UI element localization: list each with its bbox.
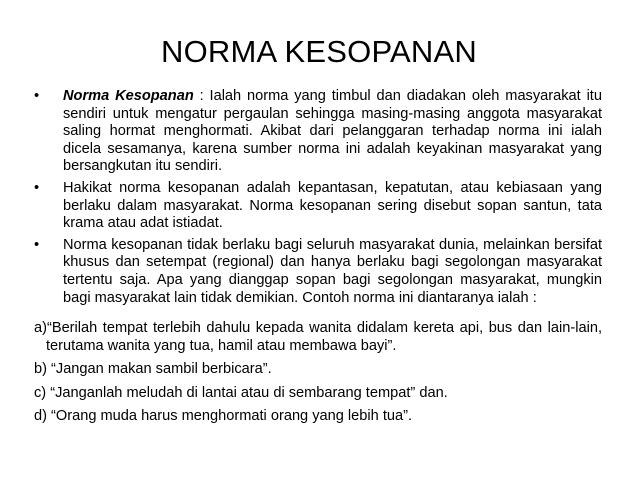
example-item: d) “Orang muda harus menghormati orang yang lebih tua”. xyxy=(34,408,413,425)
bullet-text: Norma kesopanan tidak berlaku bagi seluruh masyarakat dunia, melainkan bersifat khusus dan setempat (regional) dan hanya berlaku bagi segolongan masyarakat tertentu saja. Apa yang dianggap sopan bagi segolongan masyarakat, mungkin bagi masyarakat lain tidak demikian. Contoh norma ini diantaranya ialah : xyxy=(63,236,602,306)
bullet-dot-icon: • xyxy=(34,88,40,104)
bullet-text: Hakikat norma kesopanan adalah kepantasan, kepatutan, atau kebiasaan yang berlaku dalam masyarakat. Norma kesopanan sering disebut sopan santun, tata krama atau adat istiadat. xyxy=(63,179,602,232)
bullet-item xyxy=(34,237,602,307)
slide-title: NORMA KESOPANAN xyxy=(161,34,477,69)
example-item: a)“Berilah tempat terlebih dahulu kepada wanita didalam kereta api, bus dan lain-lain, terutama wanita yang tua, hamil atau membawa bayi”. xyxy=(34,320,602,354)
example-list xyxy=(34,320,602,432)
bullet-text: : Ialah norma yang timbul dan diadakan oleh masyarakat itu sendiri untuk mengatur pergaulan sehingga masing-masing anggota masyarakat saling hormat menghormati. Akibat dari pelanggaran terhadap norma ini ialah dicela sesamanya, karena sumber norma ini adalah keyakinan masyarakat yang bersangkutan itu sendiri. xyxy=(63,88,602,175)
bullet-dot-icon: • xyxy=(34,179,40,196)
example-item: b) “Jangan makan sambil berbicara”. xyxy=(34,361,272,378)
bullet-item xyxy=(34,180,602,233)
bullet-term: Norma Kesopanan xyxy=(63,88,194,104)
bullet-dot-icon: • xyxy=(34,236,40,253)
bullet-list xyxy=(34,88,602,311)
example-item: c) “Janganlah meludah di lantai atau di sembarang tempat” dan. xyxy=(34,384,448,401)
bullet-item xyxy=(34,88,602,176)
